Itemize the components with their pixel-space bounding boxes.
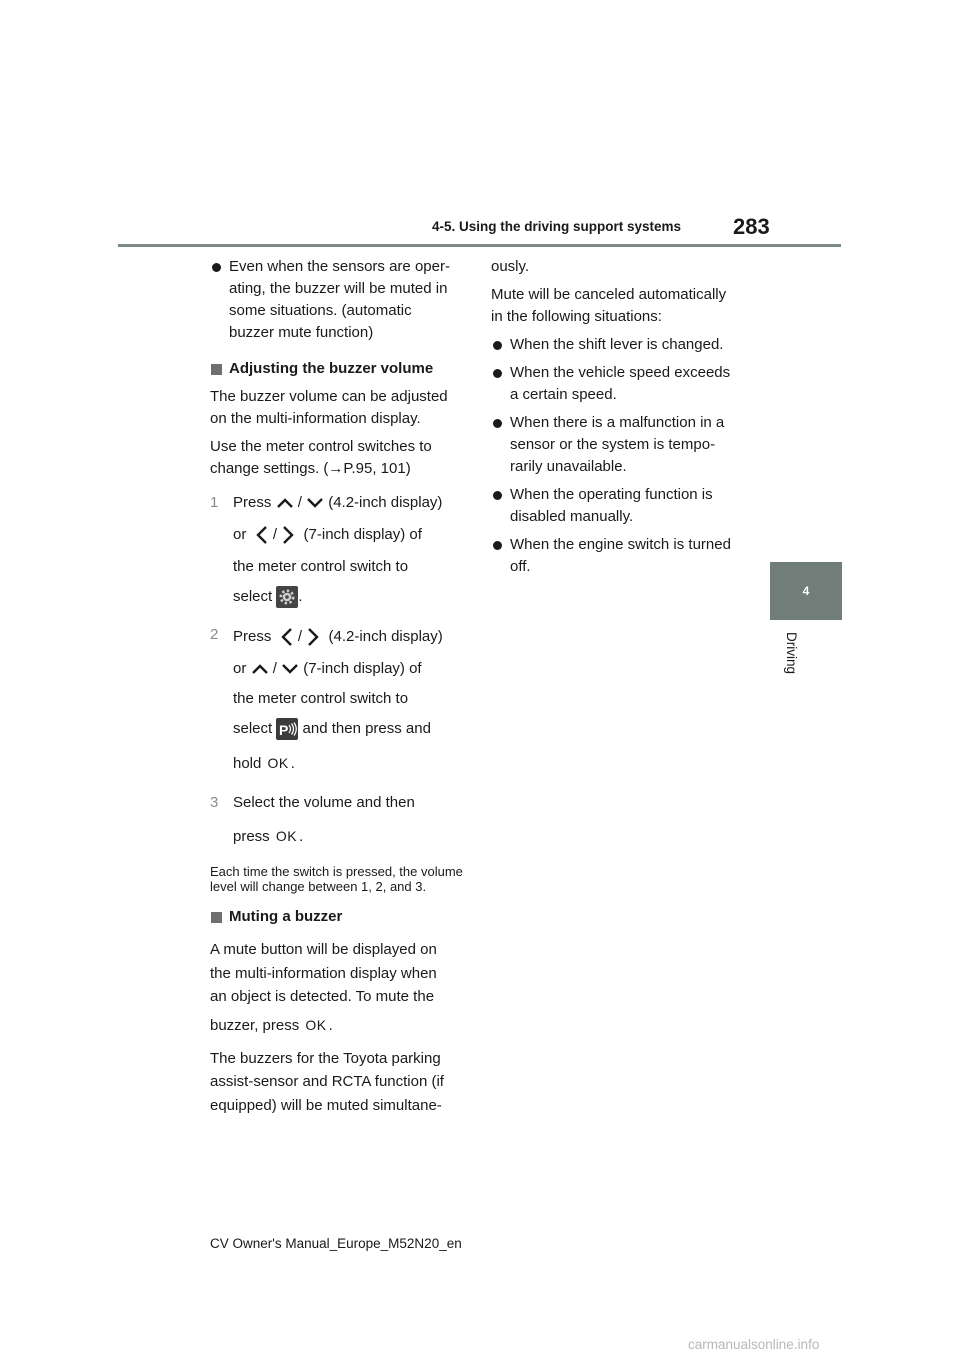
svg-text:P: P [279,722,289,739]
paragraph: The buzzers for the Toyota parking assist-sensor and RCTA function (if equipped) will be muted simultane- [210,1049,444,1114]
chapter-tab[interactable] [770,562,842,620]
list-item: When there is a malfunction in a sensor or the system is tempo- rarily unavailable. [491,412,753,478]
line: some situations. (automatic [229,302,412,319]
step-3: 3 Select the volume and then press OK . [210,794,415,845]
note-text: Each time the switch is pressed, the volume level will change between 1, 2, and 3. [210,864,463,894]
step-1: 1 Press / (4.2-inch display) or / (7-inch display) of the meter control switch to select . [210,488,472,612]
square-marker-icon [211,364,222,375]
paragraph: ously. [491,258,530,275]
chevron-up-icon [276,496,294,510]
list-item [210,256,472,344]
parking-sensor-icon [276,718,298,740]
header-divider [118,244,841,247]
ok-button-icon: OK [275,828,298,844]
bullet-dot [493,491,502,500]
bullet-dot [493,341,502,350]
paragraph: Use the meter control switches to change settings. (→P.95, 101) [210,438,432,477]
list-item: When the operating function is disabled manually. [491,484,753,528]
gear-icon [276,586,298,608]
chevron-up-icon [251,662,269,676]
list-item: When the engine switch is turned off. [491,534,753,578]
square-marker-icon [211,912,222,923]
bullet-dot [493,419,502,428]
chevron-right-icon [281,525,295,545]
chevron-down-icon [281,662,299,676]
bullet-dot [493,369,502,378]
step-2: 2 Press / (4.2-inch display) or / (7-inch display) of the meter control switch to select P and then press and hold OK . [210,626,443,772]
line: buzzer mute function) [229,324,374,341]
chapter-number: 4 [802,584,810,598]
section-heading: Adjusting the buzzer volume [210,358,472,380]
list-item: When the vehicle speed exceeds a certain speed. [491,362,753,406]
page-number: 283 [733,214,770,239]
chevron-left-icon [255,525,269,545]
line: Even when the sensors are oper- [229,258,450,275]
chevron-down-icon [306,496,324,510]
paragraph: The buzzer volume can be adjusted on the multi-information display. [210,388,448,427]
list-item: When the shift lever is changed. [491,334,753,356]
footer-manual-id: CV Owner's Manual_Europe_M52N20_en [210,1236,462,1251]
bullet-dot [493,541,502,550]
step-number: 2 [210,626,219,643]
paragraph: A mute button will be displayed on the multi-information display when an object is detected. To mute the buzzer, press OK . [210,941,437,1034]
chapter-label: Driving [784,632,799,675]
watermark[interactable]: carmanualsonline.info [688,1337,820,1352]
line: ating, the buzzer will be muted in [229,280,448,297]
ok-button-icon: OK [267,755,289,771]
left-column [210,256,472,1123]
paragraph: Mute will be canceled automatically in the following situations: [491,286,727,325]
bullet-dot [212,263,221,272]
chevron-right-icon [306,627,320,647]
section-title: 4-5. Using the driving support systems [432,219,682,234]
step-number: 1 [210,494,219,511]
section-heading: Muting a buzzer [210,906,472,928]
right-column [491,256,753,584]
step-number: 3 [210,794,219,811]
ok-button-icon: OK [305,1016,327,1033]
chevron-left-icon [280,627,294,647]
